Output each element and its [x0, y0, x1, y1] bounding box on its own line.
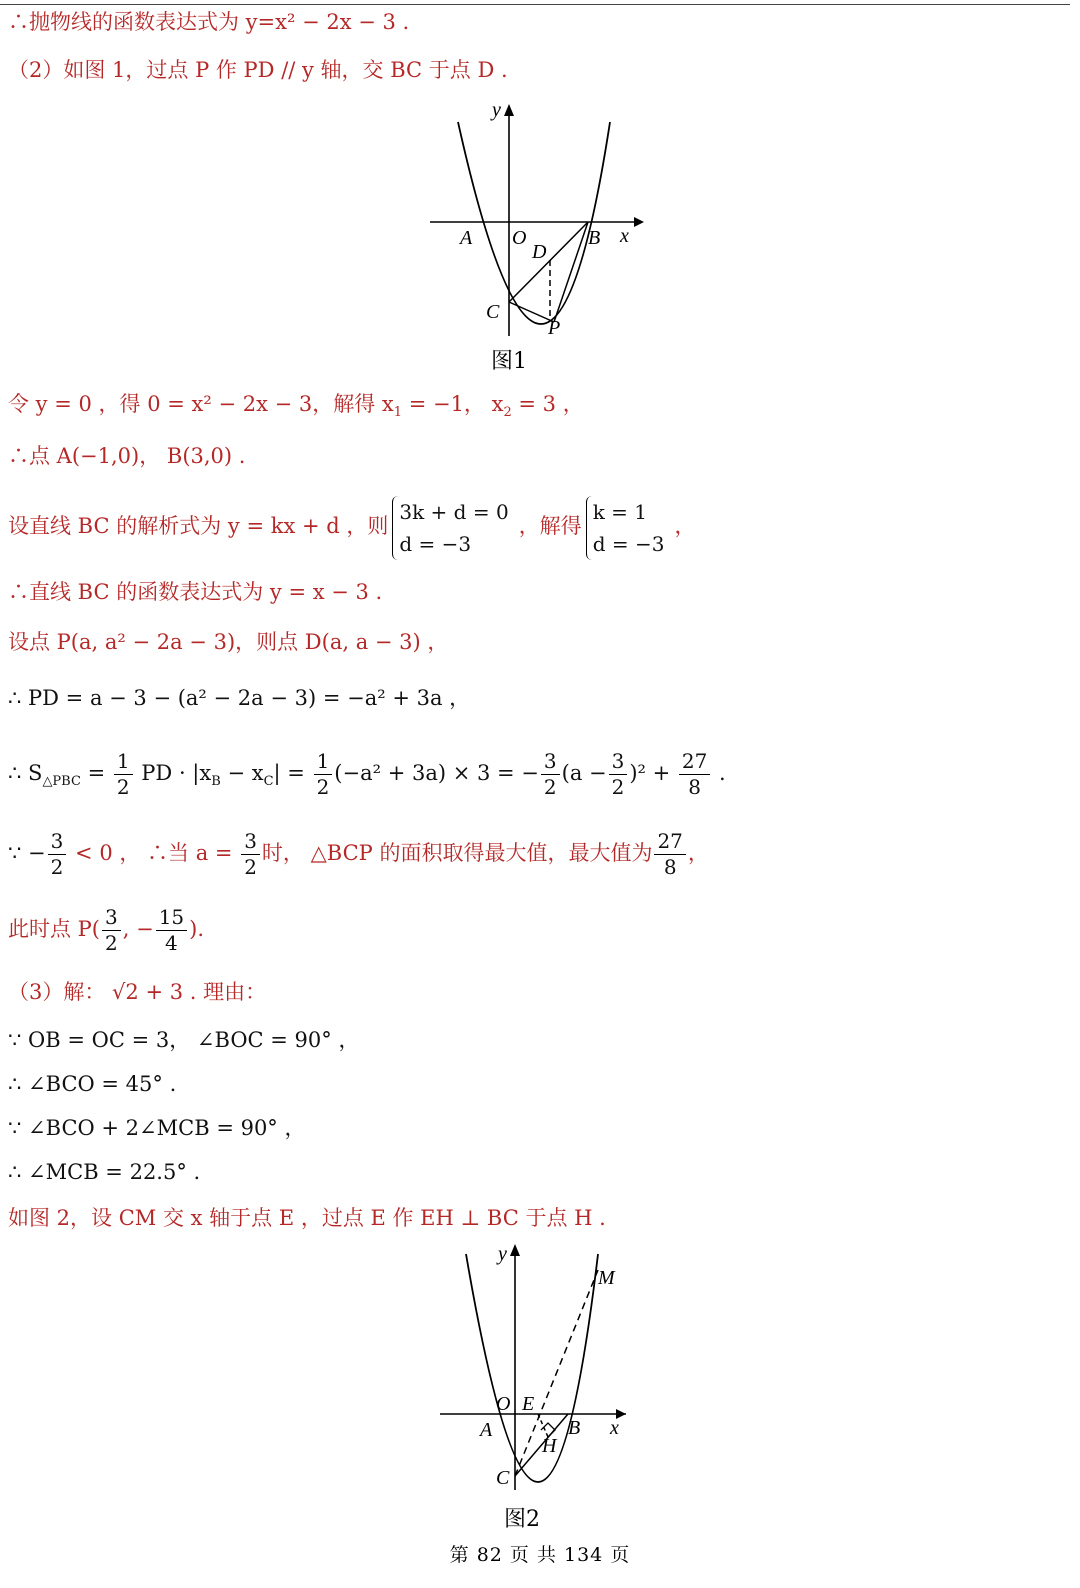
line-area-formula: ∴ $S_{\triangle PBC}$ = $\frac{1}{2}$ PD · $|x_B - x_C|$ = $\frac{1}{2}$ (−a² + 3a) × 3 = − $\frac{3}{2}$ (a − $\frac{3}{2}$ )² + $\frac{27}{8}$ . [8, 749, 726, 799]
fig1-label-y: y [492, 99, 501, 121]
fig2-label-y: y [498, 1243, 507, 1265]
fig1-label-a: A [460, 227, 473, 249]
figure-1 [420, 96, 650, 346]
line-ob-oc: ∵ OB = OC = 3， ∠BOC = 90° ， [8, 1028, 360, 1052]
fig1-label-c: C [486, 301, 500, 323]
line-part2-intro: （2）如图 1，过点 P 作 PD // y 轴，交 BC 于点 D . [8, 58, 508, 82]
figure-2 [430, 1240, 650, 1502]
line-bc-expression: ∴直线 BC 的函数表达式为 y = x − 3 . [8, 580, 383, 604]
line-points-ab: ∴点 A(−1,0)， B(3,0) . [8, 444, 246, 468]
fig1-label-d: D [532, 241, 547, 263]
fig2-label-a: A [480, 1419, 493, 1441]
line-max-area: ∵ − $\frac{3}{2}$ < 0 ， ∴当 a = $\frac{3}{2}$ 时， △BCP 的面积取得最大值，最大值为 $\frac{27}{8}$ ， [8, 829, 709, 879]
fig2-label-o: O [496, 1393, 511, 1415]
fig1-y-arrow [504, 104, 514, 116]
fig2-line-eh [538, 1414, 548, 1437]
line-roots: 令 y = 0 ，得 0 = x² − 2x − 3，解得 $x_1 = -1$， $x_2 = 3$ ， [8, 392, 584, 420]
line-bco-45: ∴ ∠BCO = 45° . [8, 1072, 177, 1096]
fig1-label-o: O [512, 227, 527, 249]
fig1-label-x: x [620, 225, 629, 247]
figure-1-caption: 图1 [491, 349, 527, 374]
fig1-label-p: P [548, 317, 561, 339]
figure-2-caption: 图2 [504, 1507, 540, 1532]
fig2-label-h: H [542, 1435, 557, 1457]
line-mcb-22-5: ∴ ∠MCB = 22.5° . [8, 1160, 201, 1184]
fig2-label-c: C [496, 1467, 510, 1489]
line-point-p-coords: 此时点 P( $\frac{3}{2}$ , − $\frac{15}{4}$ ). [8, 905, 205, 955]
fig2-line-cm [515, 1270, 598, 1476]
fig2-parabola [466, 1254, 598, 1482]
line-pd-length: ∴ PD = a − 3 − (a² − 2a − 3) = −a² + 3a ， [8, 686, 471, 710]
fig2-y-arrow [510, 1244, 520, 1256]
line-parabola-expression: ∴抛物线的函数表达式为 y=x² − 2x − 3 . [8, 10, 410, 34]
page-footer: 第 82 页 共 134 页 [449, 1544, 631, 1566]
fig1-x-arrow [634, 217, 644, 227]
fig1-line-pb [554, 222, 588, 322]
line-figure2-intro: 如图 2，设 CM 交 x 轴于点 E ，过点 E 作 EH ⊥ BC 于点 H . [8, 1206, 606, 1230]
fig1-label-b: B [588, 227, 601, 249]
line-angle-sum: ∵ ∠BCO + 2∠MCB = 90° ， [8, 1116, 306, 1140]
fig2-label-b: B [568, 1417, 581, 1439]
fig2-label-x: x [610, 1417, 619, 1439]
line-set-point-p: 设点 P(a, a² − 2a − 3)，则点 D(a, a − 3) ， [8, 630, 449, 654]
fig2-label-e: E [522, 1393, 535, 1415]
top-rule [0, 4, 1070, 5]
line-bc-system: 设直线 BC 的解析式为 y = kx + d ，则 3k + d = 0 d = −3 ，解得 k = 1 d = −3 ， [8, 490, 695, 562]
fig2-label-m: M [598, 1267, 615, 1289]
line-part3-answer: （3）解： √2 + 3 . 理由： [8, 980, 267, 1004]
